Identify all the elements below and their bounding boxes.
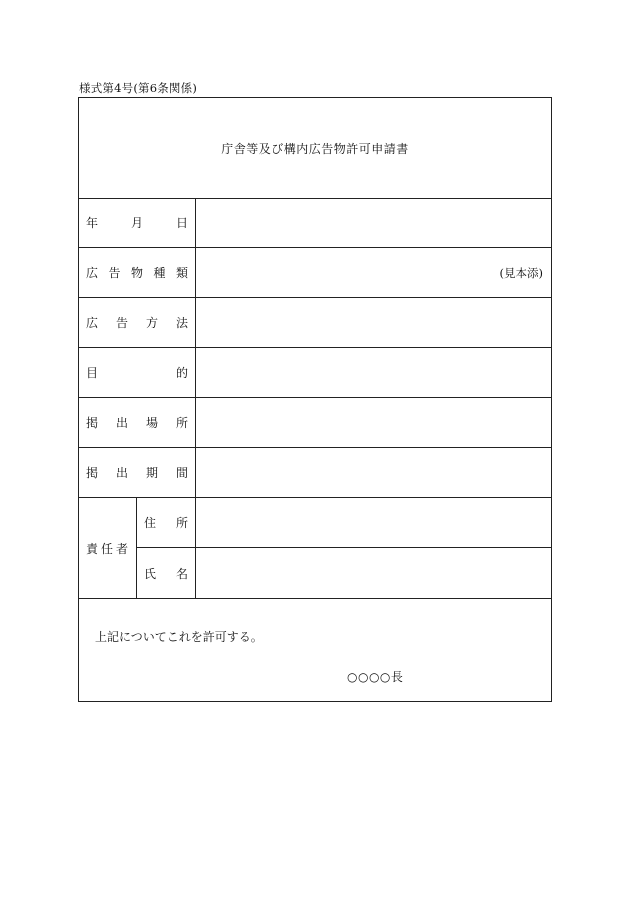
label-char: 類	[175, 266, 188, 280]
label-char: 所	[175, 516, 188, 530]
label-char: 出	[115, 466, 128, 480]
label-char: 者	[115, 541, 128, 556]
row-date-label	[79, 198, 196, 247]
label-char: 名	[175, 566, 188, 581]
label-char: 方	[145, 316, 158, 330]
row-ad-method	[79, 298, 551, 348]
label-char: 的	[175, 366, 188, 380]
approval-signature: ○○○○長	[347, 670, 404, 684]
label-char: 物	[130, 266, 143, 280]
application-form-table	[78, 97, 552, 702]
row-date	[79, 198, 551, 248]
label-char: 氏	[144, 566, 157, 581]
label-char: 任	[100, 541, 113, 556]
label-char: 掲	[86, 416, 99, 430]
label-char: 間	[175, 466, 188, 480]
row-period-value[interactable]	[196, 448, 551, 497]
label-char: 法	[175, 316, 188, 330]
responsible-address-label	[137, 498, 196, 547]
approval-section	[79, 602, 551, 701]
row-purpose-value[interactable]	[196, 348, 551, 397]
responsible-name-label	[137, 548, 196, 598]
row-ad-type	[79, 248, 551, 298]
row-purpose	[79, 348, 551, 398]
row-location-value[interactable]	[196, 398, 551, 447]
label-char: 種	[153, 266, 166, 280]
label-char: 年	[86, 216, 99, 230]
label-char: 告	[108, 266, 121, 280]
row-period	[79, 448, 551, 498]
row-ad-method-value[interactable]	[196, 298, 551, 347]
row-ad-type-label	[79, 248, 196, 297]
label-char: 日	[175, 216, 188, 230]
label-char: 広	[86, 266, 99, 280]
label-char: 目	[86, 366, 99, 380]
label-char: 住	[144, 516, 157, 530]
label-char: 所	[175, 416, 188, 430]
responsible-name-row	[137, 548, 551, 598]
row-period-label	[79, 448, 196, 497]
label-char: 掲	[86, 466, 99, 480]
label-char: 広	[86, 316, 99, 330]
label-char: 告	[115, 316, 128, 330]
approval-statement: 上記についてこれを許可する。	[95, 630, 263, 644]
label-char: 月	[130, 216, 143, 230]
row-location-label	[79, 398, 196, 447]
row-purpose-label	[79, 348, 196, 397]
responsible-person-label	[79, 498, 137, 598]
row-ad-method-label	[79, 298, 196, 347]
label-char: 場	[145, 416, 158, 430]
label-char: 責	[86, 541, 99, 556]
label-char: 期	[145, 466, 158, 480]
form-number: 様式第4号(第6条関係)	[79, 81, 198, 95]
row-ad-type-value[interactable]: (見本添)	[499, 265, 543, 280]
responsible-address-value[interactable]	[196, 498, 551, 547]
row-location	[79, 398, 551, 448]
form-title: 庁舎等及び構内広告物許可申請書	[79, 98, 551, 199]
row-date-value[interactable]	[196, 198, 551, 247]
responsible-name-value[interactable]	[196, 548, 551, 598]
label-char: 出	[115, 416, 128, 430]
responsible-person-block	[79, 498, 551, 599]
responsible-address-row	[137, 498, 551, 548]
